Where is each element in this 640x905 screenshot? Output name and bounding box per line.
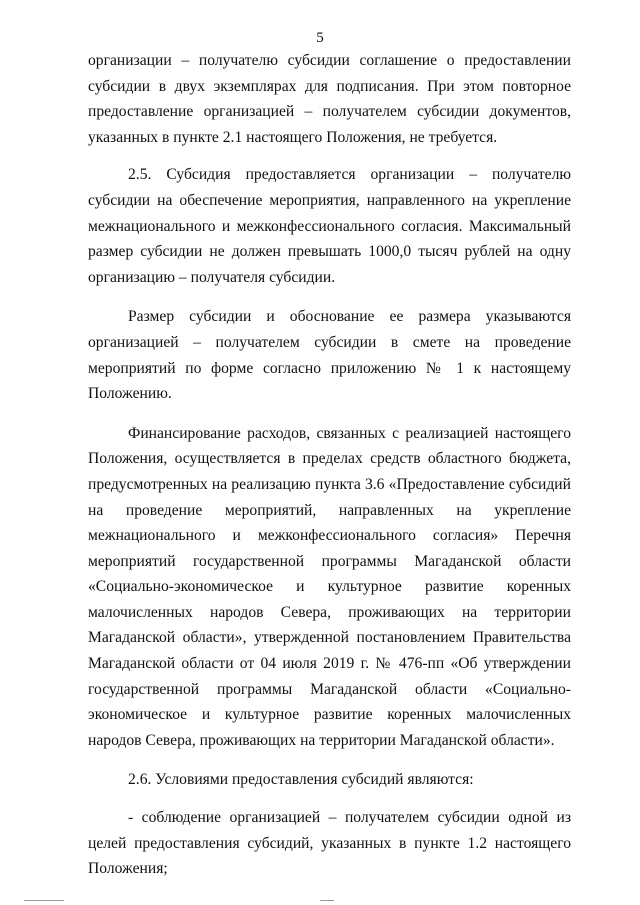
scan-edge-mark-left [24, 900, 64, 901]
paragraph-condition-1: - соблюдение организацией – получателем субсидии одной из целей предоставления субсидий, указанных в пункте 1.2 настоящего Положения; [88, 809, 571, 878]
paragraph-2-6: 2.6. Условиями предоставления субсидий являются: [128, 771, 474, 789]
scan-edge-mark-center [320, 900, 334, 901]
paragraph-financing: Финансирование расходов, связанных с реализацией настоящего Положения, осуществляется в пределах средств областного бюджета, предусмотренных на реализацию пункта 3.6 «Предоставление субсидий на проведение мероприятий, направленных на укрепление межнационального и межконфессионального согласия» Перечня мероприятий государственной программы Магаданской области «Социально-экономическое и культурное развитие коренных малочисленных народов Севера, проживающих на территории Магаданской области», утвержденной постановлением Правительства Магаданской области от 04 июля 2019 г. № 476-пп «Об утверждении государственной программы Магаданской области «Социально-экономическое и культурное развитие коренных малочисленных народов Севера, проживающих на территории Магаданской области». [88, 424, 571, 749]
paragraph-2-5: 2.5. Субсидия предоставляется организации – получателю субсидии на обеспечение мероприятия, направленного на укрепление межнационального и межконфессионального согласия. Максимальный размер субсидии не должен превышать 1000,0 тысяч рублей на одну организацию – получателя субсидии. [88, 166, 571, 286]
page-number: 5 [316, 30, 324, 46]
document-body [88, 48, 571, 882]
paragraph-subsidy-size: Размер субсидии и обоснование ее размера указываются организацией – получателем субсидии в смете на проведение мероприятий по форме согласно приложению № 1 к настоящему Положению. [88, 308, 571, 403]
paragraph-continuation: организации – получателю субсидии соглашение о предоставлении субсидии в двух экземплярах для подписания. При этом повторное предоставление организацией – получателем субсидии документов, указанных в пункте 2.1 настоящего Положения, не требуется. [88, 52, 571, 146]
